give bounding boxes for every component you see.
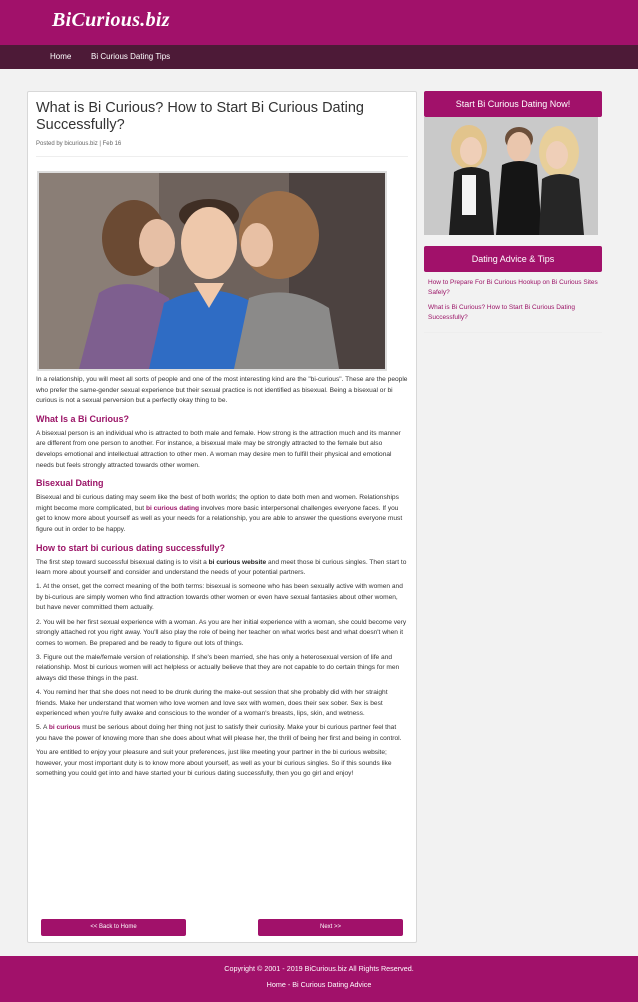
tip-4: 4. You remind her that she does not need to be drunk during the make-out session that she probably did with her straight friends. Make her understand that women who love women and love sex with women, does their sex sober. Sex is best experienced when you're fully awake and conscious to the wonder of a woman's breasts, lips, skin, and wetness. <box>36 689 388 718</box>
sidebar-link[interactable]: How to Prepare For Bi Curious Hookup on Bi Curious Sites Safely? <box>428 279 598 296</box>
divider <box>36 156 408 157</box>
article-card <box>27 91 417 943</box>
back-to-home-button[interactable]: << Back to Home <box>41 919 186 936</box>
main-nav <box>0 45 638 69</box>
bi-curious-link[interactable]: bi curious <box>48 724 81 732</box>
definition-paragraph: A bisexual person is an individual who is attracted to both male and female. How strong is the attraction much and its manner are different from one person to another. For instance, a bisexual male may be strongly attracted to the female but also develops emotional and intellectual attraction to other men. A woman may desire men to fulfill their physical and emotional needs but feels strongly attracted towards other women. <box>36 429 401 469</box>
section-heading-how-to-start: How to start bi curious dating successfully? <box>36 542 226 553</box>
sidebar-link[interactable]: What is Bi Curious? How to Start Bi Curious Dating Successfully? <box>428 304 576 321</box>
closing-paragraph: You are entitled to enjoy your pleasure and suit your preferences, just like meeting your partner in the bi curious website; however, your most important duty is to know more about yourself, as well as your bi curious singles. So if this sounds like something you could get into and have started your bi curious dating successfully, then you go girl and enjoy! <box>36 749 392 778</box>
tip-3: 3. Figure out the male/female version of relationship. If she's been married, she has only a heterosexual version of life and relationship. Most bi curious women will act helpless or actually believe that they are not capable to do certain things for men always did these things in the past. <box>36 653 400 682</box>
tip-2: 2. You will be her first sexual experience with a woman. As you are her initial experience with a woman, she could become very strongly attached rot you right away. You'll also play the role of being her teacher on what works best and what doesn't when it comes to women. Be prepared and be ready to figure out lots of things. <box>36 618 407 647</box>
section-heading-what-is: What Is a Bi Curious? <box>36 413 130 424</box>
bi-curious-dating-link[interactable]: bi curious dating <box>145 504 200 512</box>
sidebar-promo-image[interactable] <box>424 117 598 235</box>
bisexual-dating-paragraph <box>36 493 408 535</box>
sidebar-links <box>428 278 598 328</box>
nav-tips-link[interactable]: Bi Curious Dating Tips <box>91 52 171 61</box>
text-span: Bisexual and bi curious dating may seem like the best of both worlds; the option to date both men and women. Relationships might become more complicated, but <box>36 494 399 512</box>
page-title: What is Bi Curious? How to Start Bi Curious Dating Successfully? <box>36 100 364 133</box>
text-span: must be serious about doing her thing not just to satisfy their curiosity. Make your bi curious partner feel that you have the power of knowing more than she does about what will please her, the thrill of being her first and being in control. <box>36 724 402 742</box>
nav-home-link[interactable]: Home <box>50 52 72 61</box>
next-button[interactable]: Next >> <box>258 919 403 936</box>
first-step-paragraph <box>36 558 408 579</box>
article-photo <box>37 171 387 371</box>
copyright-text: Copyright © 2001 - 2019 BiCurious.biz All Rights Reserved. <box>224 964 414 973</box>
start-dating-button[interactable]: Start Bi Curious Dating Now! <box>424 91 602 117</box>
promo-illustration <box>424 117 598 235</box>
site-footer <box>0 956 638 1002</box>
text-span: involves more basic interpersonal challenges everyone faces. If you get to know more about yourself as well as your needs for a relationship, you are able to answer the questions everyone must figure out in order to be happy. <box>36 504 403 533</box>
article-photo-illustration <box>39 173 385 369</box>
site-header <box>0 0 638 45</box>
footer-links[interactable]: Home - Bi Curious Dating Advice <box>266 980 372 989</box>
text-span: and meet those bi curious singles. Then start to learn more about yourself and consider and understand the needs of your potential partners. <box>36 558 407 577</box>
tip-5 <box>36 723 408 744</box>
site-logo[interactable]: BiCurious.biz <box>52 9 170 31</box>
text-span: The first step toward successful bisexual dating is to visit a <box>36 558 209 566</box>
tip-1: 1. At the onset, get the correct meaning of the both terms: bisexual is someone who has been sexually active with women and by bi-curious are simply women who find attraction towards other women or even have sexual fantasies about other women, but have never committed them actually. <box>36 583 403 612</box>
text-span: 5. A <box>36 724 49 732</box>
divider <box>424 332 602 333</box>
section-heading-bisexual-dating: Bisexual Dating <box>36 478 104 489</box>
post-meta: Posted by bicurious.biz | Feb 16 <box>36 141 122 147</box>
article-body <box>36 375 408 783</box>
intro-paragraph: In a relationship, you will meet all sorts of people and one of the most interesting kind are the "bi-curious". These are the people who prefer the same-gender sexual experience but their sexual practice is not identified as bisexual. Being a bisexual or bi curious is not a sexual perversion but a perfectly okay thing to be. <box>36 376 408 405</box>
dating-advice-heading: Dating Advice & Tips <box>424 246 602 272</box>
bi-curious-website-text: bi curious website <box>208 558 267 566</box>
